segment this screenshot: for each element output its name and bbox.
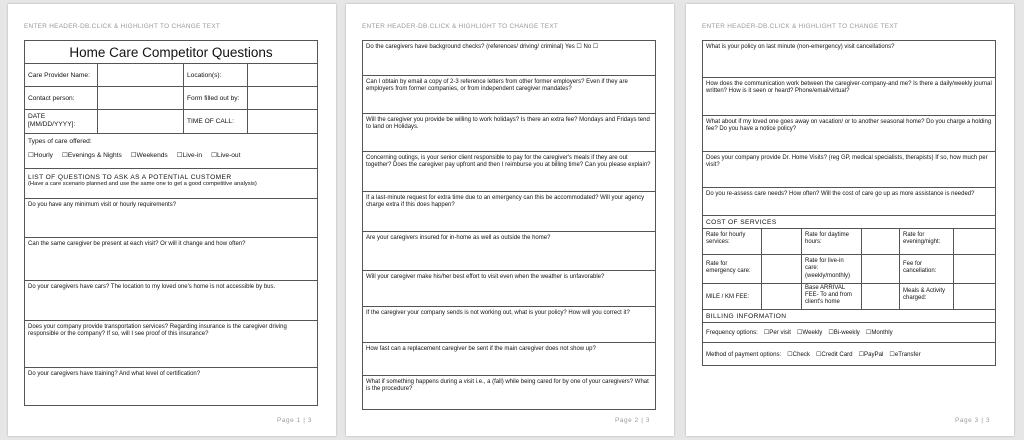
checkbox-live-in[interactable]: ☐Live-in [176, 152, 203, 159]
filled-by-label: Form filled out by: [183, 87, 247, 109]
frequency-row [703, 322, 995, 342]
question-text: What is your policy on last minute (non-emergency) visit cancellations? [706, 44, 895, 50]
question-text: Can I obtain by email a copy of 2-3 reference letters from other former employers? Even if they are employers from former companies, or from independent caregiver mandates? [366, 79, 628, 93]
question-row[interactable] [363, 342, 655, 375]
form-row [25, 63, 317, 86]
list-subheading: (Have a care scenario planned and use the same one to get a good competitive analysis) [28, 181, 257, 187]
care-types-label: Types of care offered: [28, 138, 92, 145]
checkbox-evenings-nights[interactable]: ☐Evenings & Nights [61, 152, 122, 159]
care-provider-label: Care Provider Name: [28, 72, 90, 79]
question-row[interactable] [363, 75, 655, 113]
form-row [25, 86, 317, 109]
care-types-row [25, 133, 317, 168]
payment-label: Method of payment options: [706, 351, 782, 358]
billing-heading: BILLING INFORMATION [706, 313, 787, 320]
question-row[interactable] [363, 151, 655, 191]
question-row[interactable] [703, 187, 995, 215]
hourly-rate-field[interactable] [761, 229, 801, 254]
question-row[interactable] [363, 270, 655, 306]
page-header[interactable]: ENTER HEADER-DB.CLICK & HIGHLIGHT TO CHANGE TEXT [362, 23, 559, 30]
care-provider-field[interactable] [97, 64, 183, 86]
question-text: Do your caregivers have training? And what level of certification? [28, 371, 201, 377]
page-title: Home Care Competitor Questions [69, 45, 273, 60]
question-text: Are your caregivers insured for in-home as well as outside the home? [366, 235, 551, 241]
question-text: What if something happens during a visit i.e., a (fall) while being cared for by one of your caregivers? What is the procedure? [366, 379, 649, 393]
question-row[interactable] [703, 115, 995, 151]
competitor-form [24, 40, 318, 406]
question-row[interactable] [703, 151, 995, 187]
question-text: Do you re-assess care needs? How often? Will the cost of care go up as more assistance is needed? [706, 191, 975, 197]
date-label: DATE [MM/DD/YYYY]: [28, 113, 76, 128]
contact-field[interactable] [97, 87, 183, 109]
question-row[interactable] [25, 367, 317, 405]
checkbox-weekends[interactable]: ☐Weekends [130, 152, 168, 159]
checkbox-hourly[interactable]: ☐Hourly [28, 152, 53, 159]
question-row[interactable] [363, 306, 655, 342]
page-number: Page 2 | 3 [614, 417, 650, 424]
cancellation-fee-label: Fee for cancellation: [899, 255, 953, 283]
evening-rate-label: Rate for evening/night: [899, 229, 953, 254]
date-field[interactable] [97, 110, 183, 133]
frequency-label: Frequency options: [706, 329, 758, 336]
cost-row [703, 283, 995, 309]
question-row[interactable] [363, 231, 655, 270]
question-text: If a last-minute request for extra time due to an emergency can this be accommodated? Will your agency charge extra if this does happen? [366, 195, 645, 209]
arrival-fee-label: Base ARRIVAL FEE- To and from client's home [801, 284, 861, 309]
cost-row [703, 228, 995, 254]
emergency-rate-field[interactable] [761, 255, 801, 283]
question-text: Does your company provide transportation services? Regarding insurance is the caregiver driving responsible or the company? If so, will I see proof of this insurance? [28, 324, 287, 338]
time-field[interactable] [247, 110, 317, 133]
question-text: How fast can a replacement caregiver be sent if the main caregiver does not show up? [366, 346, 596, 352]
meals-activity-label: Meals & Activity charged: [899, 284, 953, 309]
checkbox-monthly[interactable]: ☐Monthly [865, 329, 893, 336]
question-row[interactable] [363, 191, 655, 231]
questions-table [702, 40, 996, 366]
page-2 [346, 4, 674, 436]
form-title [25, 41, 317, 63]
checkbox-credit-card[interactable]: ☐Credit Card [815, 351, 853, 358]
checkbox-paypal[interactable]: ☐PayPal [858, 351, 884, 358]
checkbox-live-out[interactable]: ☐Live-out [211, 152, 241, 159]
question-row[interactable] [703, 77, 995, 115]
location-field[interactable] [247, 64, 317, 86]
question-text: Do the caregivers have background checks? (references/ driving/ criminal) Yes ☐ No ☐ [366, 44, 599, 50]
form-row [25, 109, 317, 133]
question-row[interactable] [25, 237, 317, 280]
question-text: Do your caregivers have cars? The location to my loved one's home is not accessible by bus. [28, 284, 276, 290]
filled-by-field[interactable] [247, 87, 317, 109]
cost-heading: COST OF SERVICES [706, 219, 777, 226]
question-text: Can the same caregiver be present at each visit? Or will it change and how often? [28, 241, 246, 247]
evening-rate-field[interactable] [953, 229, 995, 254]
question-text: Will your caregiver make his/her best effort to visit even when the weather is unfavorable? [366, 274, 605, 280]
payment-row [703, 342, 995, 366]
location-label: Location(s): [183, 64, 247, 86]
question-text: Will the caregiver you provide be willing to work holidays? Is there an extra fee? Mondays and Fridays tend to land on Holidays. [366, 117, 650, 131]
emergency-rate-label: Rate for emergency care: [706, 261, 751, 275]
question-text: How does the communication work between the caregiver-company-and me? Is there a daily/weekly journal written? How is it seen or heard? Phone/email/virtual? [706, 81, 992, 95]
question-text: Concerning outings, is your senior client responsible to pay for the caregiver's meals if they are out together? Does the caregiver pay upfront and then I reimburse you at billing time? Can you please explain? [366, 155, 651, 169]
list-heading: LIST OF QUESTIONS TO ASK AS A POTENTIAL CUSTOMER [28, 174, 232, 181]
question-text: Do you have any minimum visit or hourly requirements? [28, 202, 177, 208]
questions-table [362, 40, 656, 410]
page-number: Page 3 | 3 [954, 417, 990, 424]
daytime-rate-field[interactable] [861, 229, 899, 254]
live-in-rate-label: Rate for live-in care: (weekly/monthly) [801, 255, 861, 283]
arrival-fee-field[interactable] [861, 284, 899, 309]
question-text: If the caregiver your company sends is not working out, what is your policy? How will you correct it? [366, 310, 630, 316]
question-text: What about if my loved one goes away on vacation/ or to another seasonal home? Do you charge a holding fee? Do you have a notice policy? [706, 119, 992, 133]
meals-activity-field[interactable] [953, 284, 995, 309]
question-row[interactable] [363, 375, 655, 409]
question-row[interactable] [25, 198, 317, 237]
checkbox-etransfer[interactable]: ☐eTransfer [889, 351, 921, 358]
question-row[interactable] [25, 320, 317, 367]
hourly-rate-label: Rate for hourly services: [706, 232, 746, 246]
cost-heading-row [703, 215, 995, 228]
page-3 [686, 4, 1014, 436]
mile-fee-label: MILE / KM FEE: [706, 294, 750, 300]
question-row[interactable] [363, 113, 655, 151]
checkbox-per-visit[interactable]: ☐Per visit [763, 329, 791, 336]
billing-heading-row [703, 309, 995, 322]
question-row[interactable] [363, 41, 655, 75]
checkbox-check[interactable]: ☐Check [787, 351, 810, 358]
time-label: TIME OF CALL: [183, 110, 247, 133]
daytime-rate-label: Rate for daytime hours: [801, 229, 861, 254]
question-text: Does your company provide Dr. Home Visits? (reg GP, medical specialists, therapists) If so, how much per visit? [706, 155, 988, 169]
cost-row [703, 254, 995, 283]
checkbox-weekly[interactable]: ☐Weekly [796, 329, 823, 336]
page-header[interactable]: ENTER HEADER-DB.CLICK & HIGHLIGHT TO CHANGE TEXT [702, 23, 899, 30]
page-1 [8, 4, 336, 436]
question-row[interactable] [703, 41, 995, 77]
page-number: Page 1 | 3 [276, 417, 312, 424]
mile-fee-field[interactable] [761, 284, 801, 309]
list-heading-row [25, 168, 317, 198]
page-header[interactable]: ENTER HEADER-DB.CLICK & HIGHLIGHT TO CHANGE TEXT [24, 23, 221, 30]
question-row[interactable] [25, 280, 317, 320]
live-in-rate-field[interactable] [861, 255, 899, 283]
cancellation-fee-field[interactable] [953, 255, 995, 283]
checkbox-bi-weekly[interactable]: ☐Bi-weekly [828, 329, 860, 336]
contact-label: Contact person: [28, 95, 75, 102]
care-types-options [25, 151, 317, 159]
